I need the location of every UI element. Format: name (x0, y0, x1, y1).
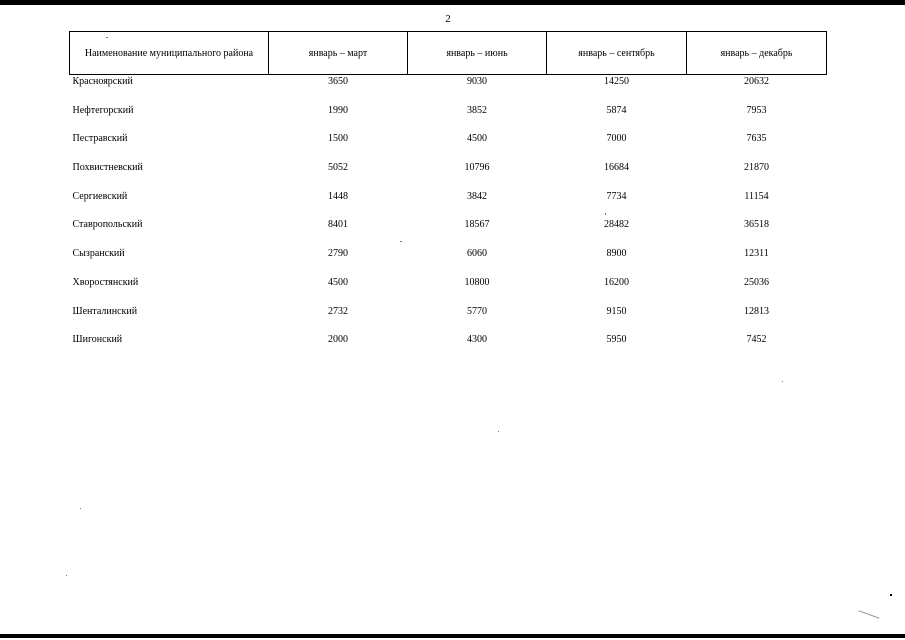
scan-speck (890, 594, 892, 596)
value-year: 7953 (746, 104, 767, 116)
value-9m: 14250 (604, 76, 629, 87)
value-q1: 8401 (328, 219, 348, 231)
value-9m: 9150 (606, 305, 627, 317)
value-h1: 4300 (467, 334, 487, 346)
value-9m: 5950 (606, 334, 627, 346)
value-9m: 16200 (604, 276, 629, 288)
header-q1: январь – март (269, 32, 408, 75)
value-9m: 7734 (606, 190, 627, 202)
value-9m: 8900 (606, 248, 627, 260)
district-name: Похвистневский (72, 162, 143, 174)
value-h1: 18567 (464, 219, 490, 231)
value-q1: 2000 (328, 334, 348, 346)
scan-speck (605, 213, 606, 215)
table-row (70, 75, 827, 104)
scan-speck (66, 575, 67, 576)
district-name: Ставропольский (72, 219, 143, 231)
value-q1: 2790 (328, 248, 348, 260)
value-year: 21870 (744, 162, 769, 174)
value-9m: 28482 (604, 219, 629, 231)
table-row (70, 132, 827, 161)
header-9m: январь – сентябрь (547, 32, 687, 75)
value-9m: 16684 (604, 162, 629, 174)
value-q1: 1500 (328, 133, 348, 145)
value-h1: 5770 (467, 305, 487, 317)
value-year: 36518 (744, 219, 769, 231)
table-row (70, 276, 827, 305)
district-name: Сергиевский (72, 190, 128, 202)
value-year: 25036 (744, 276, 769, 288)
value-h1: 10800 (464, 276, 490, 288)
value-h1: 3842 (467, 190, 487, 202)
header-h1: январь – июнь (408, 32, 547, 75)
value-year: 7452 (746, 334, 767, 346)
district-name: Нефтегорский (72, 104, 134, 116)
value-q1: 4500 (328, 276, 348, 288)
value-year: 20632 (744, 76, 769, 87)
district-name: Пестравский (72, 133, 128, 145)
value-year: 12311 (744, 248, 769, 260)
value-year: 7635 (746, 133, 767, 145)
scan-speck (80, 508, 81, 509)
header-year: январь – декабрь (687, 32, 827, 75)
table-row (70, 190, 827, 219)
table-row (70, 333, 827, 362)
scan-speck (106, 37, 108, 38)
scan-speck (782, 381, 783, 382)
value-h1: 10796 (464, 162, 490, 174)
value-q1: 1448 (328, 190, 348, 202)
table-row (70, 247, 827, 276)
scan-speck (400, 241, 402, 242)
district-name: Шигонский (72, 334, 123, 346)
value-year: 12813 (744, 305, 769, 317)
value-h1: 9030 (467, 76, 487, 87)
scan-speck (498, 431, 499, 432)
value-q1: 3650 (328, 76, 348, 87)
value-9m: 7000 (606, 133, 627, 145)
scan-bottom-border (0, 634, 905, 638)
value-h1: 3852 (467, 104, 487, 116)
value-q1: 1990 (328, 104, 348, 116)
table-row (70, 104, 827, 133)
value-q1: 2732 (328, 305, 348, 317)
value-year: 11154 (744, 190, 769, 202)
value-9m: 5874 (606, 104, 627, 116)
table-row (70, 161, 827, 190)
value-h1: 4500 (467, 133, 487, 145)
table-row (70, 218, 827, 247)
value-q1: 5052 (328, 162, 348, 174)
district-name: Хворостянский (72, 276, 139, 288)
scan-speck (858, 610, 879, 618)
scan-top-border (0, 0, 905, 5)
district-name: Шенталинский (72, 305, 138, 317)
page-number: 2 (445, 13, 451, 25)
district-data-table (69, 31, 827, 362)
table-row (70, 305, 827, 334)
table-header-row (70, 32, 827, 75)
district-name: Сызранский (72, 248, 125, 260)
value-h1: 6060 (467, 248, 487, 260)
header-district-name: Наименование муниципального района (70, 32, 269, 75)
district-name: Красноярский (72, 76, 133, 87)
